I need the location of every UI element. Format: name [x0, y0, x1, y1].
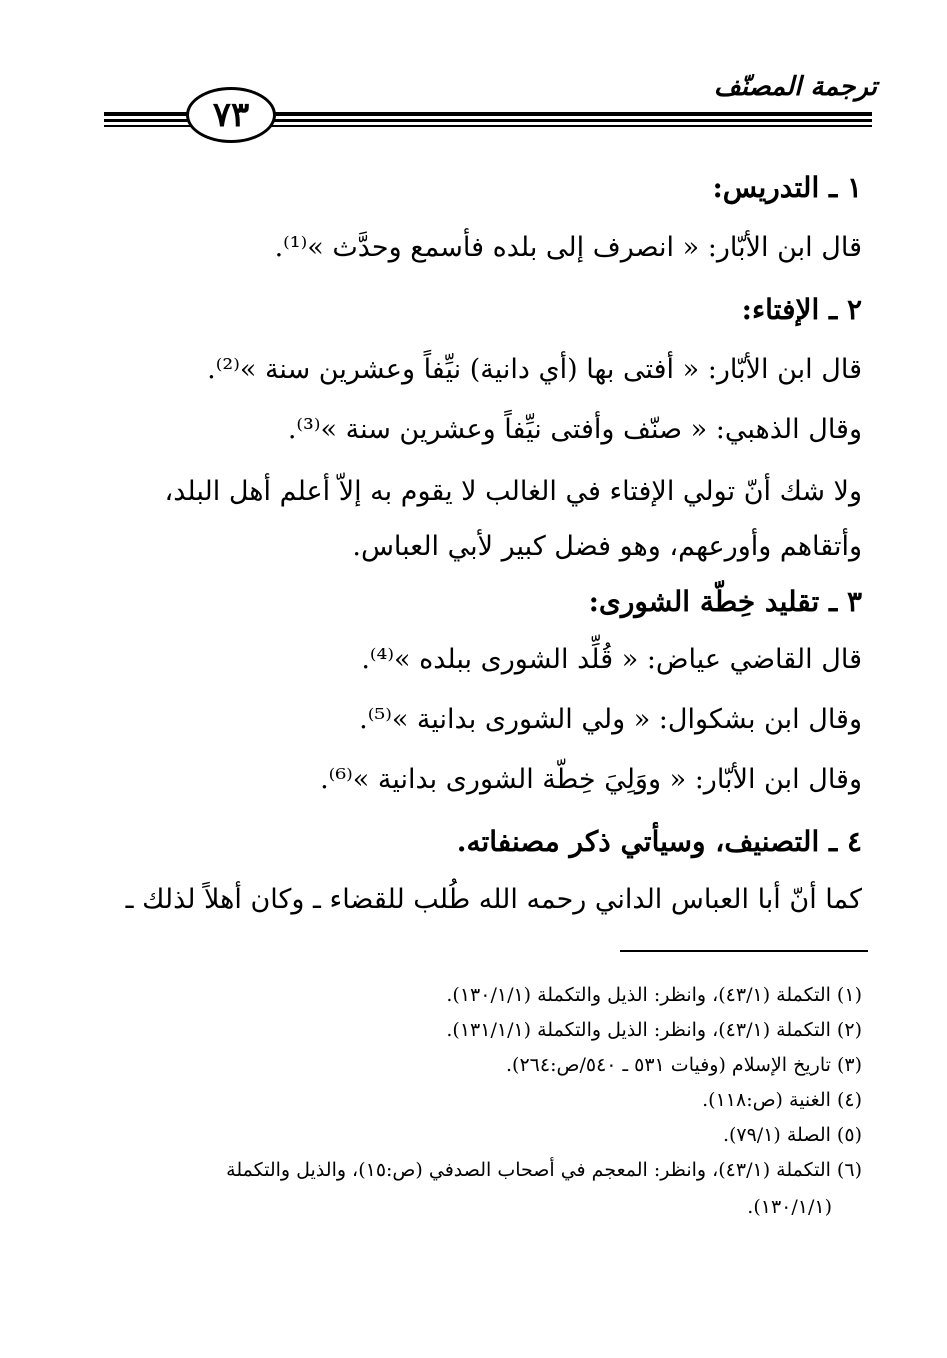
body-line: وقال ابن بشكوال: « ولي الشورى بدانية »⁽⁵⁾. — [359, 704, 862, 735]
page-number: ٧٣ — [186, 87, 276, 143]
running-title: ترجمة المصنّف — [713, 72, 877, 102]
footnote: (١) التكملة (٤٣/١)، وانظر: الذيل والتكملة (١٣٠/١/١). — [446, 984, 862, 1006]
section-heading-shura: ٣ ـ تقليد خِطّة الشورى: — [588, 585, 862, 618]
footnote: (٦) التكملة (٤٣/١)، وانظر: المعجم في أصحاب الصدفي (ص:١٥)، والذيل والتكملة — [226, 1159, 862, 1181]
footnote: (٥) الصلة (٧٩/١). — [722, 1124, 862, 1146]
body-line: قال ابن الأبّار: « أفتى بها (أي دانية) نيِّفاً وعشرين سنة »⁽²⁾. — [207, 354, 862, 385]
footnote: (٢) التكملة (٤٣/١)، وانظر: الذيل والتكملة (١٣١/١/١). — [446, 1019, 862, 1041]
section-heading-fatwa: ٢ ـ الإفتاء: — [741, 293, 862, 326]
footnote: (٤) الغنية (ص:١١٨). — [702, 1089, 862, 1111]
section-heading-teaching: ١ ـ التدريس: — [712, 171, 862, 204]
body-line: ولا شك أنّ تولي الإفتاء في الغالب لا يقوم به إلاّ أعلم أهل البلد، — [164, 476, 862, 507]
body-line: وقال ابن الأبّار: « ووَلِيَ خِطّة الشورى بدانية »⁽⁶⁾. — [320, 764, 862, 795]
footnote-continuation: (١٣٠/١/١). — [747, 1196, 832, 1218]
footnote: (٣) تاريخ الإسلام (وفيات ٥٣١ ـ ٥٤٠/ص:٢٦٤). — [506, 1054, 862, 1076]
body-line: وقال الذهبي: « صنّف وأفتى نيِّفاً وعشرين سنة »⁽³⁾. — [287, 414, 862, 445]
body-line: كما أنّ أبا العباس الداني رحمه الله طُلب للقضاء ـ وكان أهلاً لذلك ـ — [125, 884, 862, 915]
body-line: قال القاضي عياض: « قُلِّد الشورى ببلده »⁽⁴⁾. — [361, 644, 862, 675]
section-heading-authorship: ٤ ـ التصنيف، وسيأتي ذكر مصنفاته. — [456, 825, 862, 858]
body-line: قال ابن الأبّار: « انصرف إلى بلده فأسمع وحدَّث »⁽¹⁾. — [274, 232, 862, 263]
body-line: وأتقاهم وأورعهم، وهو فضل كبير لأبي العباس. — [352, 531, 862, 562]
footnote-separator — [620, 950, 868, 952]
